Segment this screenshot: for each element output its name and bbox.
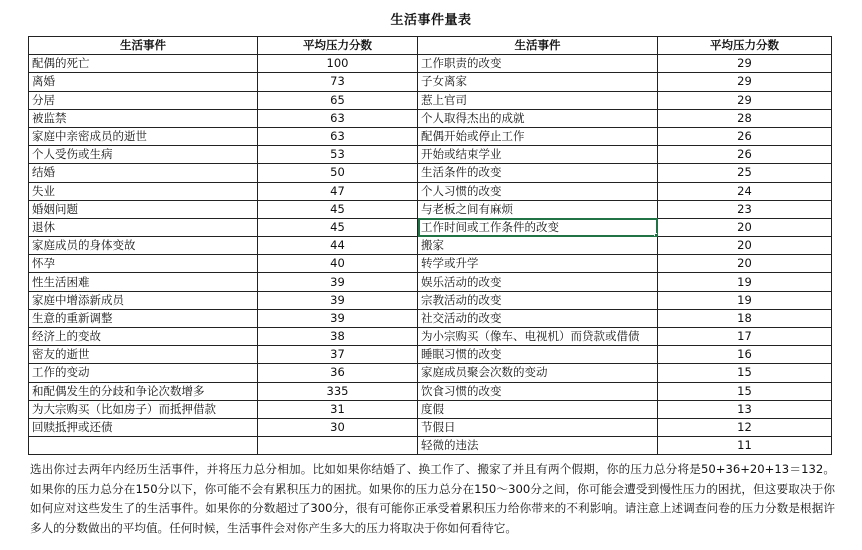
- cell-left-score[interactable]: 73: [258, 73, 418, 91]
- table-row: [29, 182, 832, 200]
- cell-left-event[interactable]: 被监禁: [29, 109, 258, 127]
- table-row: [29, 328, 832, 346]
- cell-left-score[interactable]: 63: [258, 127, 418, 145]
- table-row: [29, 346, 832, 364]
- cell-right-event[interactable]: 度假: [418, 400, 658, 418]
- table-row: [29, 291, 832, 309]
- cell-right-event[interactable]: 个人取得杰出的成就: [418, 109, 658, 127]
- cell-right-score[interactable]: 26: [658, 146, 832, 164]
- cell-right-event[interactable]: 开始或结束学业: [418, 146, 658, 164]
- cell-left-event[interactable]: 分居: [29, 91, 258, 109]
- cell-left-event[interactable]: [29, 437, 258, 455]
- cell-right-event[interactable]: 宗教活动的改变: [418, 291, 658, 309]
- cell-left-score[interactable]: 36: [258, 364, 418, 382]
- cell-right-event[interactable]: 饮食习惯的改变: [418, 382, 658, 400]
- cell-right-score[interactable]: 11: [658, 437, 832, 455]
- cell-left-event[interactable]: 经济上的变故: [29, 328, 258, 346]
- cell-left-score[interactable]: 47: [258, 182, 418, 200]
- table-row: [29, 382, 832, 400]
- cell-right-score[interactable]: 29: [658, 73, 832, 91]
- table-row: [29, 273, 832, 291]
- cell-right-score[interactable]: 26: [658, 127, 832, 145]
- cell-right-score[interactable]: 23: [658, 200, 832, 218]
- cell-left-score[interactable]: [258, 437, 418, 455]
- cell-left-event[interactable]: 家庭中亲密成员的逝世: [29, 127, 258, 145]
- table-row: [29, 418, 832, 436]
- cell-right-score[interactable]: 20: [658, 255, 832, 273]
- header-left-event[interactable]: 生活事件: [29, 37, 258, 55]
- cell-right-event[interactable]: 子女离家: [418, 73, 658, 91]
- life-events-table: [28, 36, 832, 455]
- cell-right-score[interactable]: 29: [658, 91, 832, 109]
- cell-left-score[interactable]: 50: [258, 164, 418, 182]
- cell-right-event[interactable]: 为小宗购买（像车、电视机）而贷款或借债: [418, 328, 658, 346]
- cell-left-event[interactable]: 工作的变动: [29, 364, 258, 382]
- cell-right-score[interactable]: 29: [658, 55, 832, 73]
- cell-left-score[interactable]: 37: [258, 346, 418, 364]
- cell-left-score[interactable]: 335: [258, 382, 418, 400]
- table-row: [29, 237, 832, 255]
- cell-left-event[interactable]: 失业: [29, 182, 258, 200]
- cell-left-score[interactable]: 30: [258, 418, 418, 436]
- cell-left-event[interactable]: 和配偶发生的分歧和争论次数增多: [29, 382, 258, 400]
- cell-left-event[interactable]: 怀孕: [29, 255, 258, 273]
- table-body: [29, 55, 832, 455]
- cell-right-score[interactable]: 15: [658, 382, 832, 400]
- cell-right-score[interactable]: 20: [658, 237, 832, 255]
- fill-handle[interactable]: [654, 233, 658, 237]
- header-left-score[interactable]: 平均压力分数: [258, 37, 418, 55]
- page-title: 生活事件量表: [390, 13, 472, 28]
- cell-left-score[interactable]: 100: [258, 55, 418, 73]
- cell-left-event[interactable]: 家庭中增添新成员: [29, 291, 258, 309]
- cell-right-event[interactable]: 个人习惯的改变: [418, 182, 658, 200]
- cell-right-score[interactable]: 17: [658, 328, 832, 346]
- cell-left-score[interactable]: 53: [258, 146, 418, 164]
- cell-left-score[interactable]: 39: [258, 273, 418, 291]
- cell-right-event[interactable]: 睡眠习惯的改变: [418, 346, 658, 364]
- table-row: [29, 437, 832, 455]
- cell-right-event[interactable]: 家庭成员聚会次数的变动: [418, 364, 658, 382]
- cell-left-event[interactable]: 为大宗购买（比如房子）而抵押借款: [29, 400, 258, 418]
- cell-left-event[interactable]: 婚姻问题: [29, 200, 258, 218]
- cell-right-score[interactable]: 15: [658, 364, 832, 382]
- cell-right-event[interactable]: 与老板之间有麻烦: [418, 200, 658, 218]
- cell-right-score[interactable]: 24: [658, 182, 832, 200]
- cell-right-event[interactable]: 娱乐活动的改变: [418, 273, 658, 291]
- cell-left-score[interactable]: 39: [258, 309, 418, 327]
- table-row: [29, 127, 832, 145]
- cell-left-score[interactable]: 38: [258, 328, 418, 346]
- table-row: [29, 309, 832, 327]
- cell-left-event[interactable]: 配偶的死亡: [29, 55, 258, 73]
- cell-right-score[interactable]: 16: [658, 346, 832, 364]
- table-row: [29, 55, 832, 73]
- cell-right-event[interactable]: 社交活动的改变: [418, 309, 658, 327]
- table-header-row: [29, 37, 832, 55]
- header-right-event[interactable]: 生活事件: [418, 37, 658, 55]
- cell-right-score[interactable]: 20: [658, 218, 832, 236]
- header-right-score[interactable]: 平均压力分数: [658, 37, 832, 55]
- cell-right-event[interactable]: 轻微的违法: [418, 437, 658, 455]
- cell-right-score[interactable]: 18: [658, 309, 832, 327]
- instructions-paragraph: 选出你过去两年内经历生活事件，并将压力总分相加。比如如果你结婚了、换工作了、搬家了并且有两个假期，你的压力总分将是50+36+20+13＝132。如果你的压力总分在150分以下，你可能不会有累积压力的困扰。如果你的压力总分在150～300分之间，你可能会遭受到慢性压力的困扰，但这要取决于你如何应对这些发生了的生活事件。如果你的分数超过了300分，很有可能你正承受着累积压力给你带来的不利影响。请注意上述调查问卷的压力分数是根据许多人的分数做出的平均值。任何时候，生活事件会对你产生多大的压力将取决于你如何看待它。: [30, 462, 835, 535]
- cell-right-score[interactable]: 19: [658, 291, 832, 309]
- cell-right-score[interactable]: 13: [658, 400, 832, 418]
- cell-right-score[interactable]: 25: [658, 164, 832, 182]
- cell-left-event[interactable]: 密友的逝世: [29, 346, 258, 364]
- cell-left-event[interactable]: 生意的重新调整: [29, 309, 258, 327]
- cell-right-event[interactable]: 生活条件的改变: [418, 164, 658, 182]
- cell-left-event[interactable]: 离婚: [29, 73, 258, 91]
- cell-left-score[interactable]: 45: [258, 218, 418, 236]
- cell-left-event[interactable]: 家庭成员的身体变故: [29, 237, 258, 255]
- cell-right-score[interactable]: 19: [658, 273, 832, 291]
- table-row: [29, 400, 832, 418]
- table-row: [29, 91, 832, 109]
- cell-right-event[interactable]: 工作职责的改变: [418, 55, 658, 73]
- cell-left-score[interactable]: 31: [258, 400, 418, 418]
- cell-left-score[interactable]: 63: [258, 109, 418, 127]
- cell-left-score[interactable]: 45: [258, 200, 418, 218]
- cell-right-score[interactable]: 12: [658, 418, 832, 436]
- cell-right-event[interactable]: 配偶开始或停止工作: [418, 127, 658, 145]
- cell-right-event[interactable]: 惹上官司: [418, 91, 658, 109]
- cell-left-score[interactable]: 40: [258, 255, 418, 273]
- table-row: [29, 164, 832, 182]
- cell-left-event[interactable]: 性生活困难: [29, 273, 258, 291]
- table-row: [29, 255, 832, 273]
- cell-right-event[interactable]: 搬家: [418, 237, 658, 255]
- table-row: [29, 364, 832, 382]
- cell-left-score[interactable]: 44: [258, 237, 418, 255]
- table-row: [29, 73, 832, 91]
- cell-left-event[interactable]: 结婚: [29, 164, 258, 182]
- cell-left-event[interactable]: 个人受伤或生病: [29, 146, 258, 164]
- cell-left-score[interactable]: 39: [258, 291, 418, 309]
- cell-left-score[interactable]: 65: [258, 91, 418, 109]
- cell-left-event[interactable]: 退休: [29, 218, 258, 236]
- table-row: [29, 200, 832, 218]
- table-row: [29, 218, 832, 236]
- cell-left-event[interactable]: 回赎抵押或还债: [29, 418, 258, 436]
- cell-right-score[interactable]: 28: [658, 109, 832, 127]
- cell-right-event-selected[interactable]: 工作时间或工作条件的改变: [418, 218, 658, 236]
- table-row: [29, 109, 832, 127]
- cell-right-event[interactable]: 转学或升学: [418, 255, 658, 273]
- cell-right-event[interactable]: 节假日: [418, 418, 658, 436]
- table-row: [29, 146, 832, 164]
